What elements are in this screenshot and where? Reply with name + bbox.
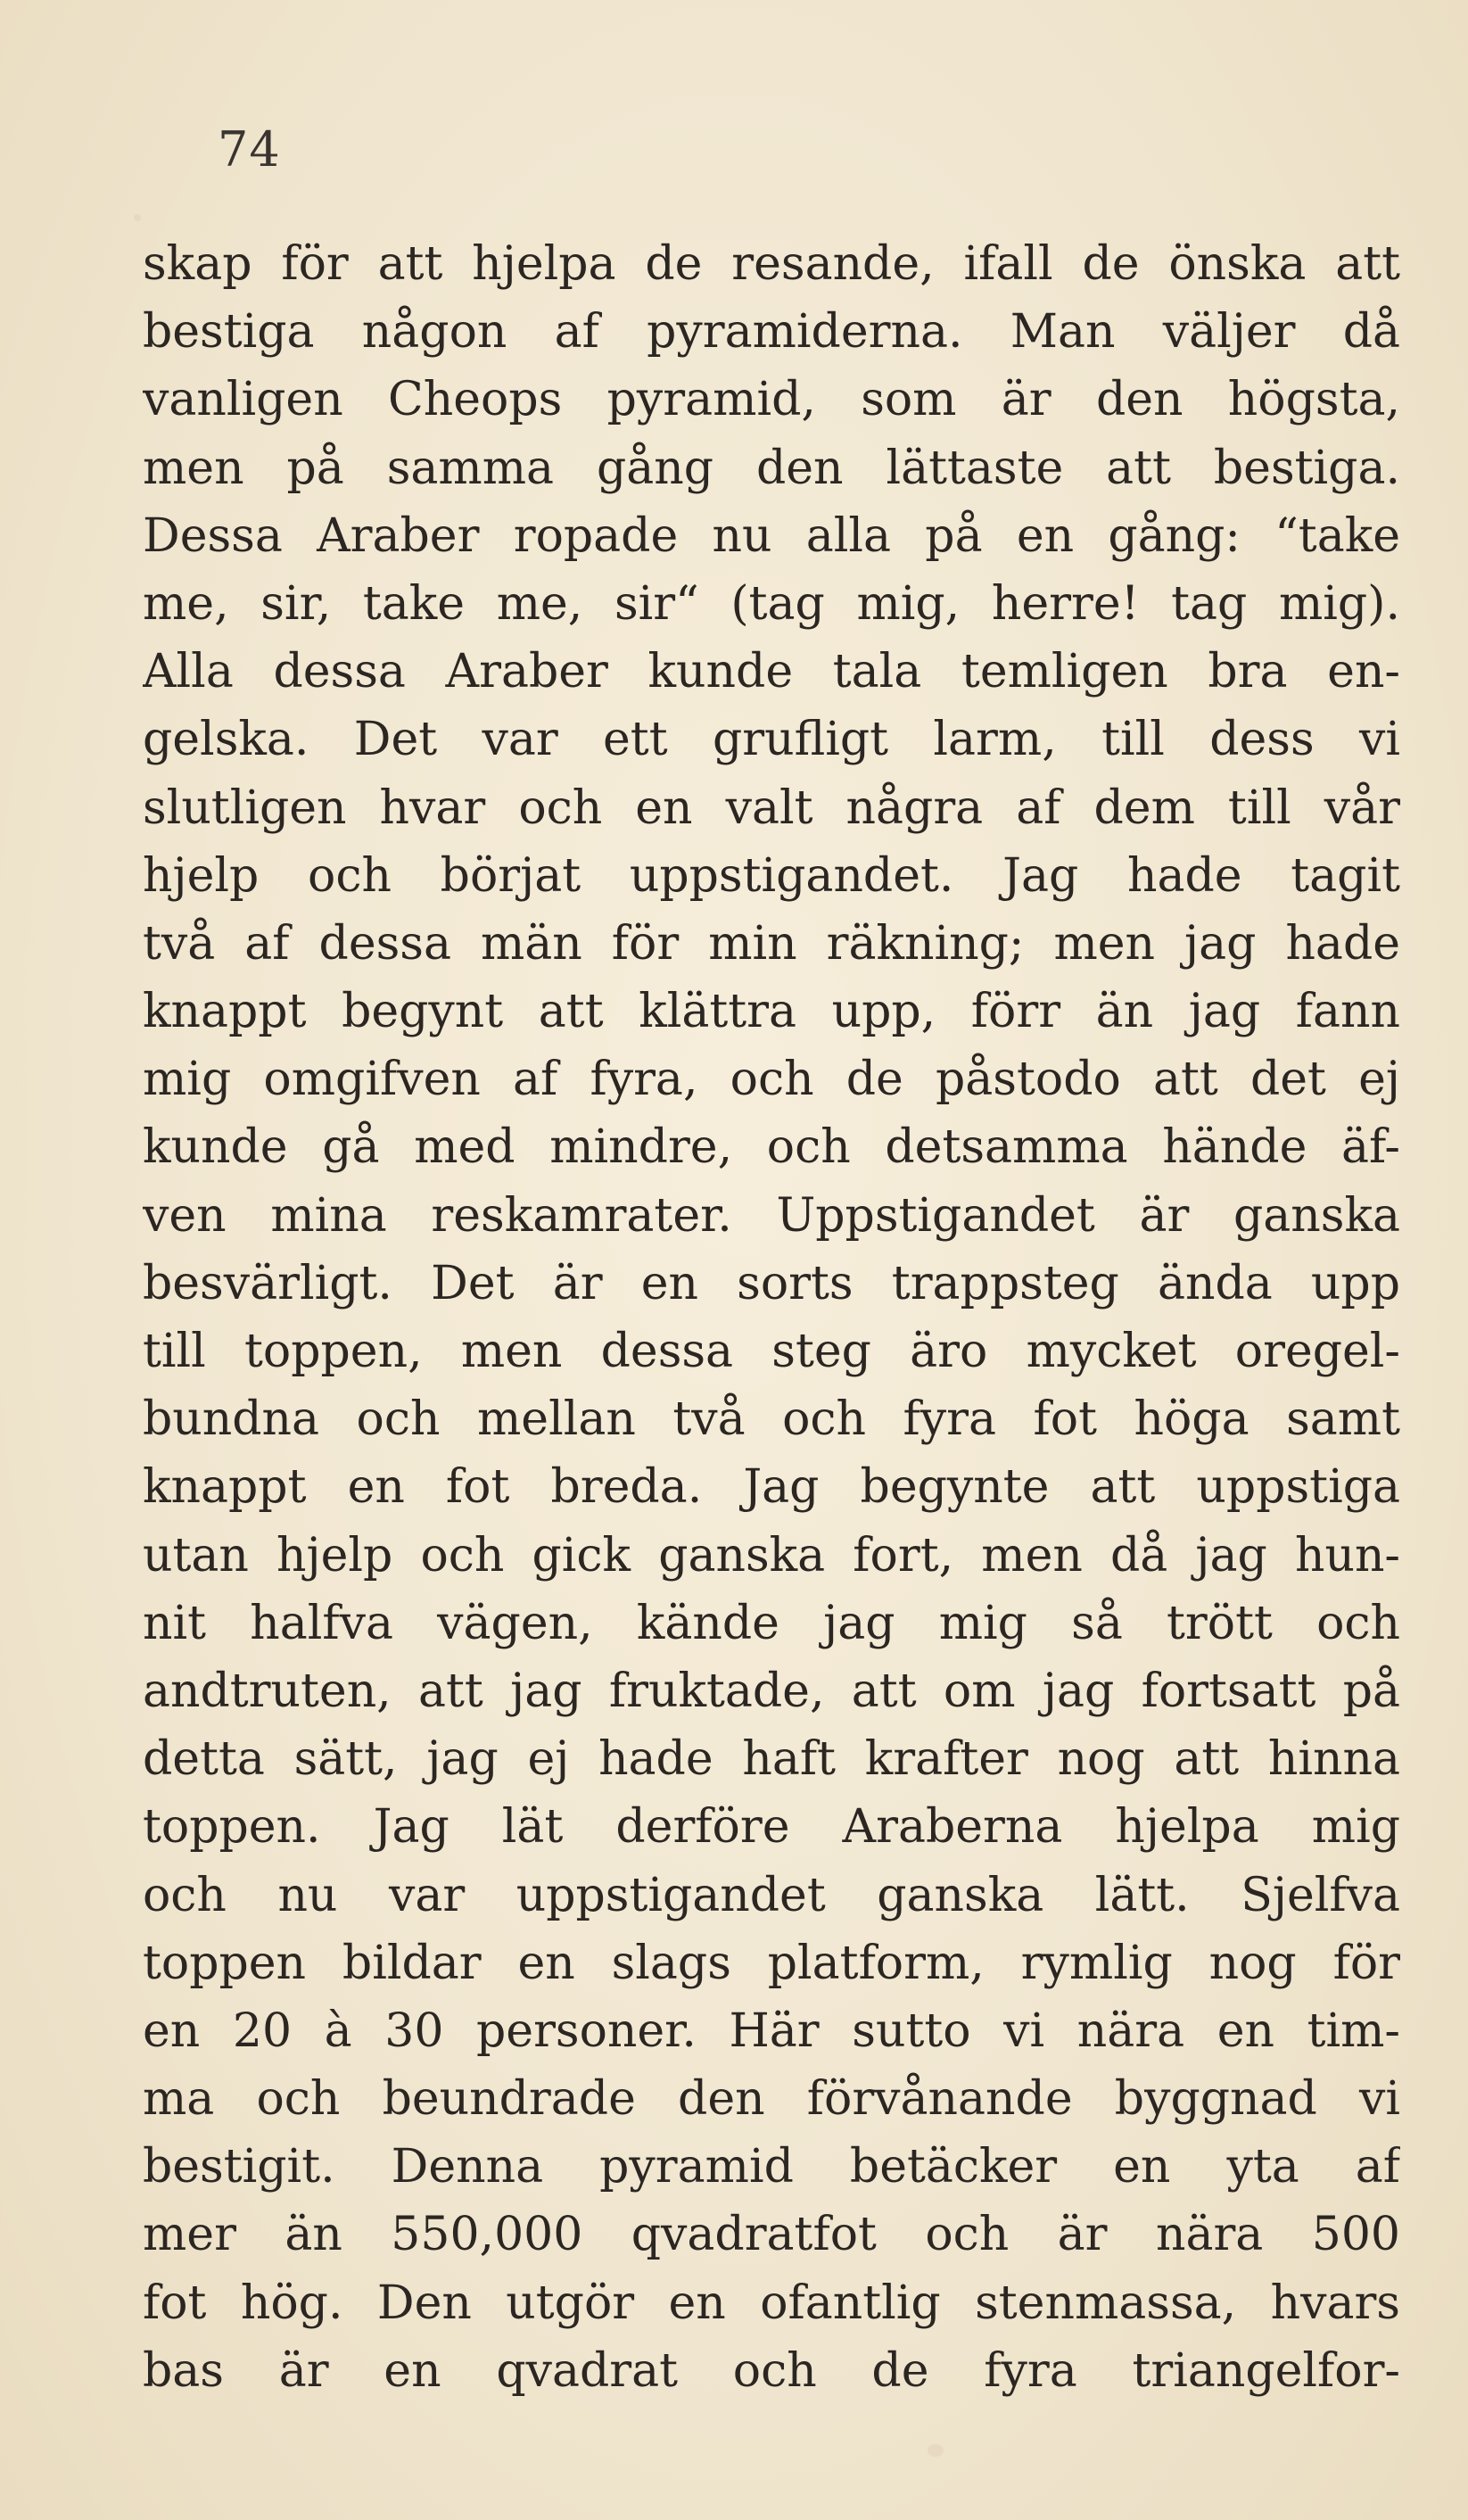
text-line: knappt begynt att klättra upp, förr än jag fann bbox=[143, 985, 1400, 1039]
text-line: mer än 550,000 qvadratfot och är nära 500 bbox=[143, 2208, 1400, 2262]
text-line: Dessa Araber ropade nu alla på en gång: “take bbox=[143, 508, 1400, 563]
text-line: bundna och mellan två och fyra fot höga samt bbox=[143, 1392, 1400, 1447]
text-line: Alla dessa Araber kunde tala temligen bra en- bbox=[143, 645, 1400, 699]
text-line: bestiga någon af pyramiderna. Man väljer då bbox=[143, 305, 1400, 359]
text-line: hjelp och börjat uppstigandet. Jag hade tagit bbox=[143, 848, 1400, 903]
text-line: fot hög. Den utgör en ofantlig stenmassa, hvars bbox=[143, 2276, 1400, 2330]
page-number: 74 bbox=[218, 121, 281, 178]
text-line: skap för att hjelpa de resande, ifall de önska att bbox=[143, 237, 1400, 291]
text-line: två af dessa män för min räkning; men jag hade bbox=[143, 916, 1400, 971]
text-line: men på samma gång den lättaste att bestiga. bbox=[143, 441, 1400, 495]
text-line: toppen. Jag lät derföre Araberna hjelpa mig bbox=[143, 1800, 1400, 1855]
text-line: till toppen, men dessa steg äro mycket oregel- bbox=[143, 1325, 1400, 1378]
paper-stain bbox=[134, 214, 141, 221]
text-line: besvärligt. Det är en sorts trappsteg ända upp bbox=[143, 1256, 1400, 1310]
text-line: bas är en qvadrat och de fyra triangelfor- bbox=[143, 2343, 1400, 2398]
text-line: toppen bildar en slags platform, rymlig nog för bbox=[143, 1936, 1400, 1990]
text-line: ma och beundrade den förvånande byggnad vi bbox=[143, 2072, 1400, 2127]
text-line: en 20 à 30 personer. Här sutto vi nära en tim- bbox=[143, 2004, 1400, 2058]
body-text bbox=[143, 230, 1400, 2405]
text-line: gelska. Det var ett grufligt larm, till dess vi bbox=[143, 713, 1400, 767]
text-line: kunde gå med mindre, och detsamma hände äf- bbox=[143, 1120, 1400, 1175]
text-line: andtruten, att jag fruktade, att om jag fortsatt på bbox=[143, 1664, 1400, 1718]
text-line: nit halfva vägen, kände jag mig så trött och bbox=[143, 1596, 1400, 1650]
text-line: knappt en fot breda. Jag begynte att uppstiga bbox=[143, 1460, 1400, 1515]
text-line: detta sätt, jag ej hade haft krafter nog att hinna bbox=[143, 1732, 1400, 1787]
text-line: ven mina reskamrater. Uppstigandet är ganska bbox=[143, 1188, 1400, 1243]
text-line: mig omgifven af fyra, och de påstodo att det ej bbox=[143, 1053, 1400, 1107]
text-line: vanligen Cheops pyramid, som är den högsta, bbox=[143, 373, 1400, 427]
text-line: bestigit. Denna pyramid betäcker en yta af bbox=[143, 2140, 1400, 2194]
text-line: me, sir, take me, sir“ (tag mig, herre! tag mig). bbox=[143, 576, 1400, 631]
text-line: och nu var uppstigandet ganska lätt. Sjelfva bbox=[143, 1868, 1400, 1922]
text-line: utan hjelp och gick ganska fort, men då jag hun- bbox=[143, 1528, 1400, 1582]
text-line: slutligen hvar och en valt några af dem till vår bbox=[143, 781, 1400, 835]
paper-stain bbox=[928, 2444, 944, 2457]
